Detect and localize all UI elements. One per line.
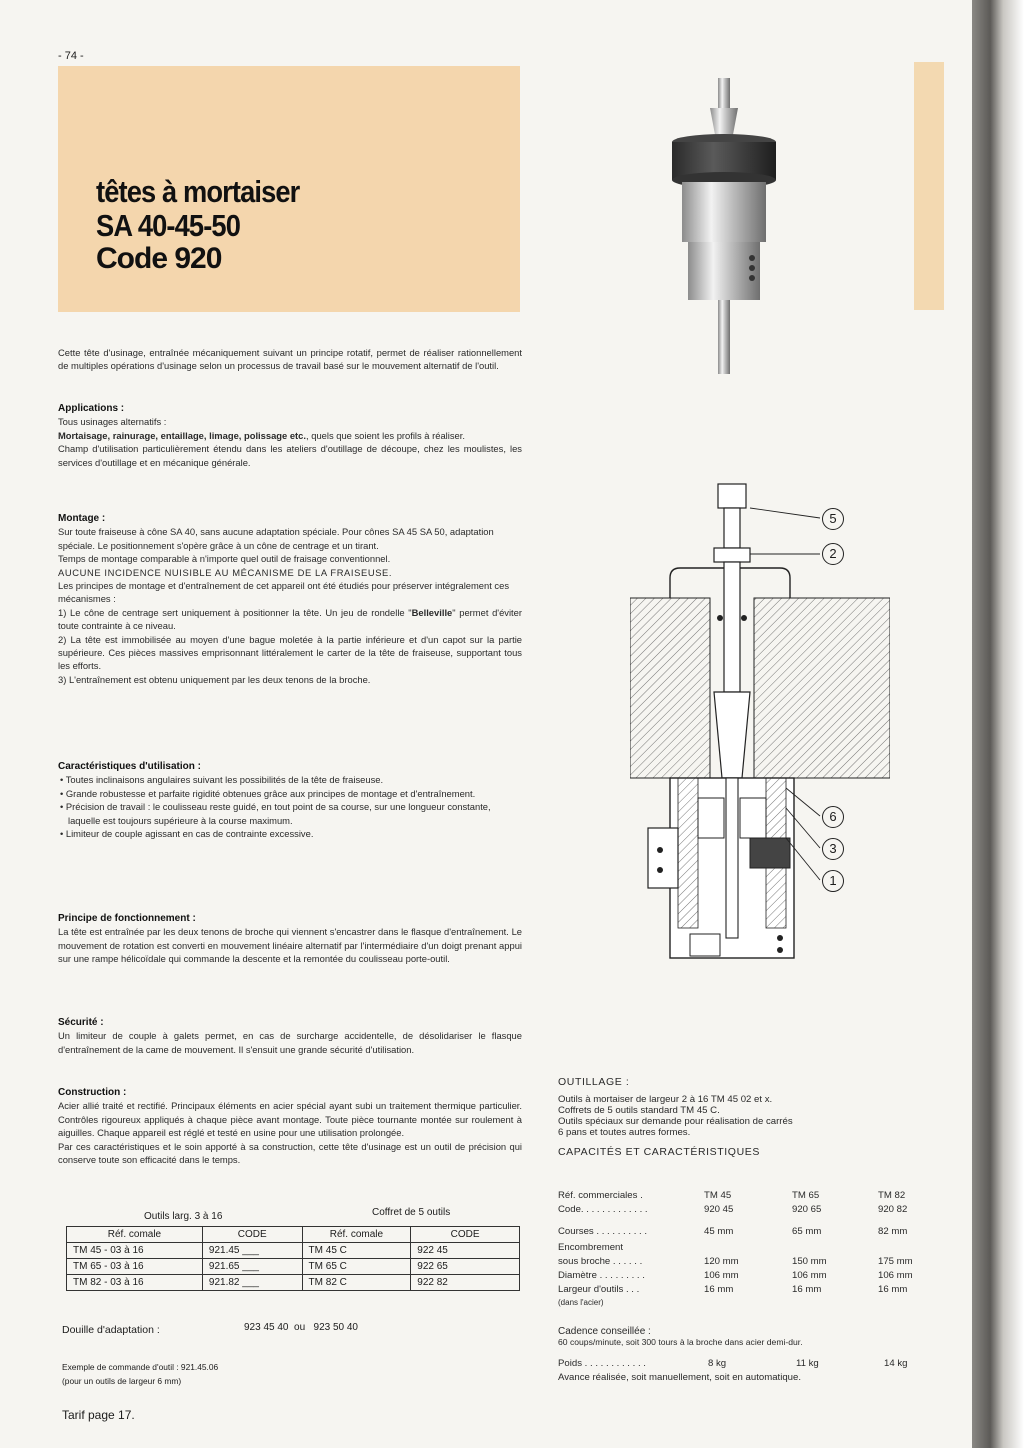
montage-line-4: Les principes de montage et d'entraînement de cet appareil ont été étudiés pour préserver intégralement ces mécanismes :: [58, 580, 510, 605]
montage-line-3: AUCUNE INCIDENCE NUISIBLE AU MÉCANISME DE LA FRAISEUSE.: [58, 566, 393, 578]
intro-text: Cette tête d'usinage, entraînée mécaniquement suivant un principe rotatif, permet de réaliser rationnellement de multiples opérations d'usinage selon un processus de travail basé sur le mouvement alternatif de l'outil.: [58, 347, 522, 372]
table-row: [558, 1270, 913, 1284]
binding-shadow: [972, 0, 1024, 1448]
cell-ref-coffret: TM 82 C: [302, 1275, 411, 1291]
securite-heading: Sécurité :: [58, 1017, 104, 1028]
codes-header-ref-coffret: Réf. comale: [302, 1227, 411, 1243]
montage-point-2: 2) La tête est immobilisée au moyen d'une bague moletée à la partie inférieure et d'un capot sur la partie supérieure. Ces pièces massives emprisonnant littéralement le carter de la tête de fraiseuse, supportant tous les efforts.: [58, 633, 522, 672]
cell-ref: TM 82 - 03 à 16: [67, 1275, 203, 1291]
montage-point-1-a: 1) Le cône de centrage sert uniquement à positionner la tête. Un jeu de rondelle ": [58, 606, 412, 618]
applications-heading: Applications :: [58, 403, 125, 414]
poids-row: [558, 1358, 948, 1372]
table-row: [558, 1298, 604, 1312]
douille-label: Douille d'adaptation :: [62, 1324, 160, 1336]
codes-table: [66, 1226, 520, 1291]
table-row: [558, 1204, 908, 1218]
outillage-line-3: Outils spéciaux sur demande pour réalisation de carrés: [558, 1116, 793, 1127]
spec-value-tm45: 16 mm: [704, 1284, 734, 1295]
outillage-section: [558, 1076, 938, 1158]
spec-label: Réf. commerciales .: [558, 1190, 643, 1201]
codes-caption-right: Coffret de 5 outils: [372, 1207, 451, 1218]
spec-label: (dans l'acier): [558, 1298, 604, 1307]
outillage-line-2: Coffrets de 5 outils standard TM 45 C.: [558, 1105, 720, 1116]
spec-value-tm45: TM 45: [704, 1190, 732, 1201]
caracteristiques-bullet-2: • Grande robustesse et parfaite rigidité obtenues grâce aux principes de montage et d'entraînement.: [60, 787, 476, 799]
outillage-line-4: 6 pans et toutes autres formes.: [558, 1127, 691, 1138]
table-row: [67, 1243, 520, 1259]
principe-heading: Principe de fonctionnement :: [58, 913, 196, 924]
table-row: [558, 1242, 623, 1256]
montage-heading: Montage :: [58, 513, 106, 524]
codes-caption-left: Outils larg. 3 à 16: [144, 1211, 223, 1222]
title-line-3: Code 920: [96, 242, 222, 275]
callout-5: 5: [822, 508, 844, 530]
codes-header-ref: Réf. comale: [67, 1227, 203, 1243]
securite-section: [58, 1016, 522, 1056]
spec-value-tm65: 920 65: [792, 1204, 822, 1215]
spec-value-tm45: 45 mm: [704, 1226, 734, 1237]
spec-label: Encombrement: [558, 1242, 624, 1253]
spec-value-tm82: 16 mm: [878, 1284, 908, 1295]
cell-ref: TM 45 - 03 à 16: [67, 1243, 203, 1259]
principe-section: [58, 912, 522, 966]
spec-value-tm65: TM 65: [792, 1190, 820, 1201]
title-line-1: têtes à mortaiser: [96, 174, 300, 209]
poids-label: Poids . . . . . . . . . . . .: [558, 1358, 646, 1369]
codes-header-code: CODE: [202, 1227, 302, 1243]
montage-line-2: Temps de montage comparable à n'importe quel outil de fraisage conventionnel.: [58, 553, 391, 565]
capacites-heading: CAPACITÉS ET CARACTÉRISTIQUES: [558, 1146, 760, 1158]
callout-3: 3: [822, 838, 844, 860]
cell-code-coffret: 922 82: [411, 1275, 520, 1291]
construction-heading: Construction :: [58, 1087, 127, 1098]
outillage-heading: OUTILLAGE :: [558, 1076, 630, 1088]
cell-code: 921.65 ___: [202, 1259, 302, 1275]
cadence-label: Cadence conseillée :: [558, 1326, 651, 1337]
applications-line-2-rest: , quels que soient les profils à réaliser.: [306, 429, 465, 441]
spec-value-tm65: 106 mm: [792, 1270, 827, 1281]
page-number: - 74 -: [58, 50, 84, 62]
cell-ref-coffret: TM 45 C: [302, 1243, 411, 1259]
spec-value-tm65: 65 mm: [792, 1226, 822, 1237]
spec-value-tm82: 106 mm: [878, 1270, 913, 1281]
callout-6: 6: [822, 806, 844, 828]
spec-label: Largeur d'outils . . .: [558, 1284, 640, 1295]
spec-value-tm82: 175 mm: [878, 1256, 913, 1267]
caracteristiques-bullet-3: • Précision de travail : le coulisseau reste guidé, en tout point de sa course, sur une longueur constante, laquelle est toujours supérieure à la course maximum.: [60, 801, 491, 826]
product-photo: [660, 70, 790, 380]
caracteristiques-bullet-1: • Toutes inclinaisons angulaires suivant les possibilités de la tête de fraiseuse.: [60, 774, 384, 786]
douille-value: 923 45 40 ou 923 50 40: [244, 1322, 358, 1333]
montage-point-1-b: " permet d'éviter toute contrainte à ce niveau.: [58, 606, 522, 632]
title-box: [58, 66, 520, 312]
cell-code-coffret: 922 45: [411, 1243, 520, 1259]
construction-text-2: Par ces caractéristiques et le soin apporté à sa construction, cette tête d'usinage est un outil de précision qui conserve toute son efficacité dans le temps.: [58, 1140, 522, 1166]
tarif-reference: Tarif page 17.: [62, 1408, 135, 1422]
construction-text: Acier allié traité et rectifié. Principaux éléments en acier spécial ayant subi un traitement thermique particulier. Contrôles rigoureux appliqués à chaque pièce avant montage. Toute pièce tournante montée sur roulement à aiguilles. Chaque appareil est réglé et testé en usine pour une utilisation prolongée.: [58, 1100, 522, 1139]
montage-point-1: [58, 606, 522, 633]
section-tab: [914, 62, 944, 310]
example-line-2: (pour un outils de largeur 6 mm): [62, 1376, 182, 1386]
spec-value-tm82: 920 82: [878, 1204, 908, 1215]
montage-section: [58, 512, 522, 686]
caracteristiques-section: [58, 760, 522, 840]
spec-value-tm65: 16 mm: [792, 1284, 822, 1295]
applications-line-3: Champ d'utilisation particulièrement étendu dans les ateliers d'outillage de découpe, chez les moulistes, les services d'outillage et en mécanique générale.: [58, 443, 522, 468]
cell-ref-coffret: TM 65 C: [302, 1259, 411, 1275]
poids-tm82: 14 kg: [884, 1358, 908, 1369]
spec-label: Code. . . . . . . . . . . . .: [558, 1204, 648, 1215]
construction-section: [58, 1086, 522, 1166]
avance-line: Avance réalisée, soit manuellement, soit en automatique.: [558, 1372, 802, 1383]
table-row: [558, 1190, 906, 1204]
spec-label: sous broche . . . . . .: [558, 1256, 643, 1267]
securite-text: Un limiteur de couple à galets permet, en cas de surcharge accidentelle, de désolidariser le flasque d'entraînement de la came de mouvement. Il s'ensuit une grande sécurité d'utilisation.: [58, 1030, 522, 1055]
capacites-table: [558, 1190, 938, 1320]
example-line-1: Exemple de commande d'outil : 921.45.06: [62, 1362, 219, 1372]
spec-value-tm45: 920 45: [704, 1204, 734, 1215]
applications-section: [58, 402, 522, 469]
caracteristiques-heading: Caractéristiques d'utilisation :: [58, 761, 201, 772]
spec-value-tm45: 106 mm: [704, 1270, 739, 1281]
montage-line-1: Sur toute fraiseuse à cône SA 40, sans aucune adaptation spéciale. Pour cônes SA 45 SA 50, adaptation spéciale. Le positionnement s'opère grâce à un cône de centrage et un tirant.: [58, 526, 494, 551]
spec-value-tm65: 150 mm: [792, 1256, 827, 1267]
cross-section-drawing: [630, 478, 890, 976]
caracteristiques-bullet-4: • Limiteur de couple agissant en cas de contrainte excessive.: [60, 828, 314, 840]
principe-text: La tête est entraînée par les deux tenons de broche qui viennent s'encastrer dans le flasque d'entraînement. Le mouvement de rotation est converti en mouvement linéaire alternatif par l'intermédiaire d'un doigt prenant appui sur une rampe hélicoïdale qui commande la descente et la remontée du coulisseau porte-outil.: [58, 926, 522, 965]
poids-tm45: 8 kg: [708, 1358, 727, 1369]
cadence-text: 60 coups/minute, soit 300 tours à la broche dans acier demi-dur.: [558, 1337, 803, 1347]
spec-label: Courses . . . . . . . . . .: [558, 1226, 648, 1237]
spec-label: Diamètre . . . . . . . . .: [558, 1270, 645, 1281]
callout-1: 1: [822, 870, 844, 892]
spec-value-tm82: 82 mm: [878, 1226, 908, 1237]
applications-operations: Mortaisage, rainurage, entaillage, limage, polissage etc.: [58, 429, 307, 441]
codes-header-row: [67, 1227, 520, 1243]
applications-line-1: Tous usinages alternatifs :: [58, 416, 167, 428]
applications-line-2: [58, 429, 522, 442]
cell-ref: TM 65 - 03 à 16: [67, 1259, 203, 1275]
codes-header-code-coffret: CODE: [411, 1227, 520, 1243]
cell-code-coffret: 922 65: [411, 1259, 520, 1275]
spec-value-tm82: TM 82: [878, 1190, 906, 1201]
callout-2: 2: [822, 543, 844, 565]
intro-paragraph: [58, 346, 522, 373]
outillage-line-1: Outils à mortaiser de largeur 2 à 16 TM 45 02 et x.: [558, 1094, 773, 1105]
table-row: [558, 1284, 908, 1298]
poids-tm65: 11 kg: [796, 1358, 819, 1369]
spec-value-tm45: 120 mm: [704, 1256, 739, 1267]
table-row: [558, 1226, 908, 1240]
cadence-section: [558, 1326, 948, 1347]
table-row: [67, 1275, 520, 1291]
cell-code: 921.45 ___: [202, 1243, 302, 1259]
table-row: [558, 1256, 913, 1270]
title-line-2: SA 40-45-50: [96, 208, 240, 243]
cell-code: 921.82 ___: [202, 1275, 302, 1291]
belleville: Belleville: [411, 606, 453, 618]
montage-point-3: 3) L'entraînement est obtenu uniquement par les deux tenons de la broche.: [58, 673, 371, 685]
table-row: [67, 1259, 520, 1275]
